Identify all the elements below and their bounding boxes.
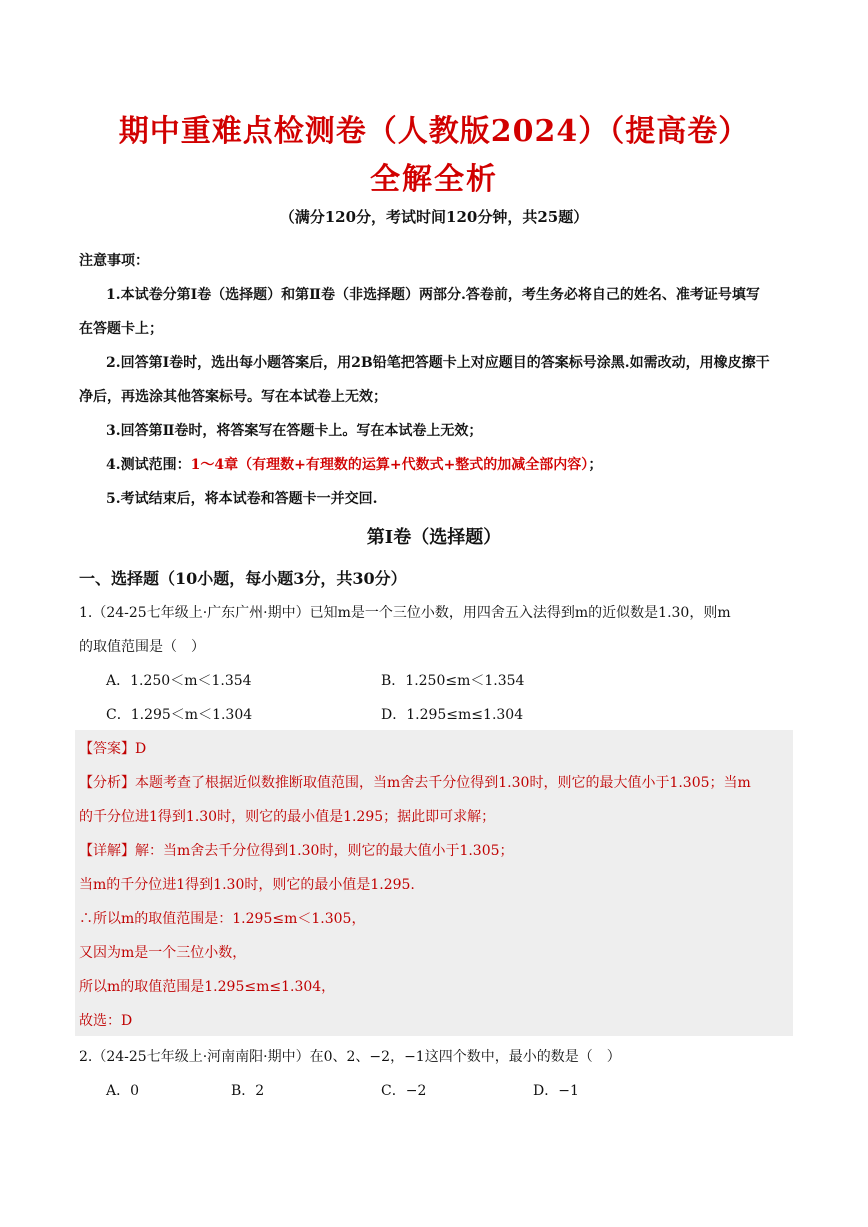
q1-detail-line-2: 当m的千分位进1得到1.30时，则它的最小值是1.295. [79, 877, 415, 893]
q2-option-a: A．0 [106, 1083, 140, 1099]
q1-detail-line-3: ∴所以m的取值范围是：1.295≤m＜1.305， [79, 911, 366, 927]
q2-option-b: B．2 [231, 1083, 265, 1099]
q1-analysis-line-2: 的千分位进1得到1.30时，则它的最小值是1.295；据此即可求解； [79, 809, 496, 825]
notes-heading: 注意事项： [79, 253, 149, 269]
note-4-prefix: 4.测试范围： [106, 457, 191, 473]
q1-detail-line-1: 【详解】解：当m舍去千分位得到1.30时，则它的最大值小于1.305； [79, 843, 514, 859]
q1-option-d: D．1.295≤m≤1.304 [381, 707, 524, 723]
q2-option-c: C．−2 [381, 1083, 427, 1099]
note-2-line-1: 2.回答第Ⅰ卷时，选出每小题答案后，用2B铅笔把答题卡上对应题目的答案标号涂黑.如需改动，用橡皮擦干 [106, 355, 770, 371]
part-heading: 一、选择题（10小题，每小题3分，共30分） [79, 569, 407, 588]
note-4-range: 1～4章（有理数+有理数的运算+代数式+整式的加减全部内容） [190, 457, 589, 473]
note-4 [106, 454, 602, 474]
q2-option-d: D．−1 [533, 1083, 579, 1099]
section-title: 第Ⅰ卷（选择题） [366, 527, 502, 548]
note-4-suffix: ； [588, 457, 603, 473]
q1-stem-line-2: 的取值范围是（ ） [79, 639, 205, 655]
page-title: 期中重难点检测卷（人教版2024）（提高卷） [118, 114, 750, 149]
note-1-line-1: 1.本试卷分第Ⅰ卷（选择题）和第Ⅱ卷（非选择题）两部分.答卷前，考生务必将自己的姓名、准考证号填写 [106, 287, 760, 303]
note-2-line-2: 净后，再选涂其他答案标号。写在本试卷上无效； [79, 389, 387, 405]
q1-stem-line-1: 1.（24-25七年级上·广东广州·期中）已知m是一个三位小数，用四舍五入法得到m的近似数是1.30，则m [79, 605, 731, 621]
exam-info: （满分120分，考试时间120分钟，共25题） [279, 208, 589, 226]
q1-detail-line-5: 所以m的取值范围是1.295≤m≤1.304， [79, 979, 336, 995]
q2-stem: 2.（24-25七年级上·河南南阳·期中）在0、2、−2，−1这四个数中，最小的数是（ ） [79, 1049, 621, 1065]
q1-answer: 【答案】D [79, 741, 147, 757]
q1-option-b: B．1.250≤m＜1.354 [381, 673, 525, 689]
page-subtitle: 全解全析 [370, 162, 498, 197]
q1-option-c: C．1.295＜m＜1.304 [106, 707, 253, 723]
note-5: 5.考试结束后，将本试卷和答题卡一并交回. [106, 491, 378, 507]
q1-option-a: A．1.250＜m＜1.354 [106, 673, 252, 689]
q1-detail-line-4: 又因为m是一个三位小数， [79, 945, 247, 961]
note-3: 3.回答第Ⅱ卷时，将答案写在答题卡上。写在本试卷上无效； [106, 423, 483, 439]
q1-analysis-line-1: 【分析】本题考查了根据近似数推断取值范围，当m舍去千分位得到1.30时，则它的最大值小于1.305；当m [79, 775, 751, 791]
note-1-line-2: 在答题卡上； [79, 321, 163, 337]
q1-choice: 故选：D [79, 1013, 133, 1029]
